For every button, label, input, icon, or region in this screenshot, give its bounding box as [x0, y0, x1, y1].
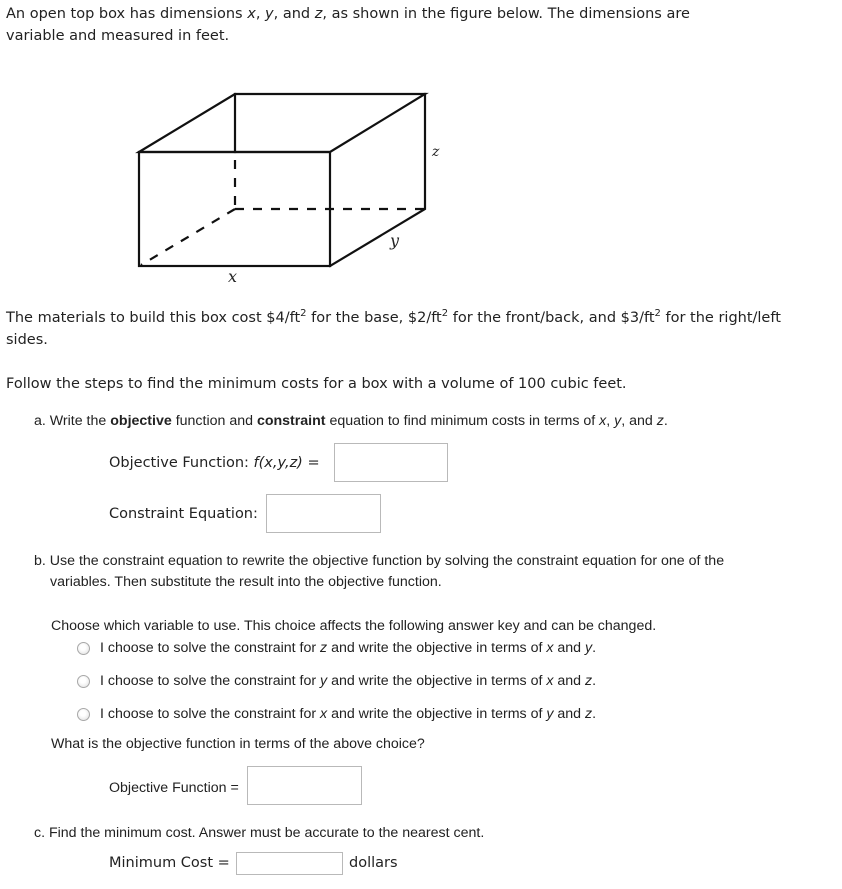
option-solve-z-radio[interactable]	[77, 642, 90, 655]
label-z: z	[432, 144, 440, 160]
option-solve-z-label[interactable]: I choose to solve the constraint for z and write the objective in terms of x and y.	[100, 640, 597, 656]
option-solve-y-label[interactable]: I choose to solve the constraint for y and write the objective in terms of x and z.	[100, 673, 597, 689]
steps-intro: Follow the steps to find the minimum costs for a box with a volume of 100 cubic feet.	[6, 376, 627, 392]
objective-question: What is the objective function in terms of the above choice?	[51, 736, 425, 752]
dollars-unit: dollars	[349, 855, 398, 871]
constraint-equation-input[interactable]	[266, 494, 381, 533]
box-right-edges	[330, 94, 425, 266]
part-c-instruction: c. Find the minimum cost. Answer must be accurate to the nearest cent.	[34, 825, 485, 841]
option-solve-x-radio[interactable]	[77, 708, 90, 721]
objective-function-b-label: Objective Function =	[109, 780, 239, 796]
intro-text: An open top box has dimensions x, y, and z, as shown in the figure below. The dimensions are variable and measured in feet.	[6, 6, 690, 44]
materials-text: The materials to build this box cost $\$4/ft^2$ for the base, $\$2/ft^2$ for the front/back, and $\$3/ft^2$ for the right/left sides.	[6, 308, 781, 348]
constraint-equation-label: Constraint Equation:	[109, 506, 258, 522]
objective-function-label: Objective Function: f(x,y,z) =	[109, 455, 320, 471]
label-y: y	[390, 231, 400, 250]
box-top-edges	[139, 94, 425, 152]
choose-variable-text: Choose which variable to use. This choice affects the following answer key and can be changed.	[51, 618, 657, 634]
minimum-cost-input[interactable]	[236, 852, 343, 875]
part-a-instruction: a. Write the objective function and constraint equation to find minimum costs in terms of x, y, and z.	[34, 413, 668, 429]
box-hidden-edges	[141, 160, 425, 265]
option-solve-y-radio[interactable]	[77, 675, 90, 688]
minimum-cost-label: Minimum Cost =	[109, 855, 230, 871]
option-solve-x-label[interactable]: I choose to solve the constraint for x and write the objective in terms of y and z.	[100, 706, 597, 722]
objective-function-b-input[interactable]	[247, 766, 362, 805]
part-b-instruction: b. Use the constraint equation to rewrite the objective function by solving the constraint equation for one of the variables. Then substitute the result into the objective function.	[34, 553, 725, 590]
box-figure	[0, 80, 460, 295]
label-x: x	[228, 267, 238, 286]
objective-function-input[interactable]	[334, 443, 448, 482]
